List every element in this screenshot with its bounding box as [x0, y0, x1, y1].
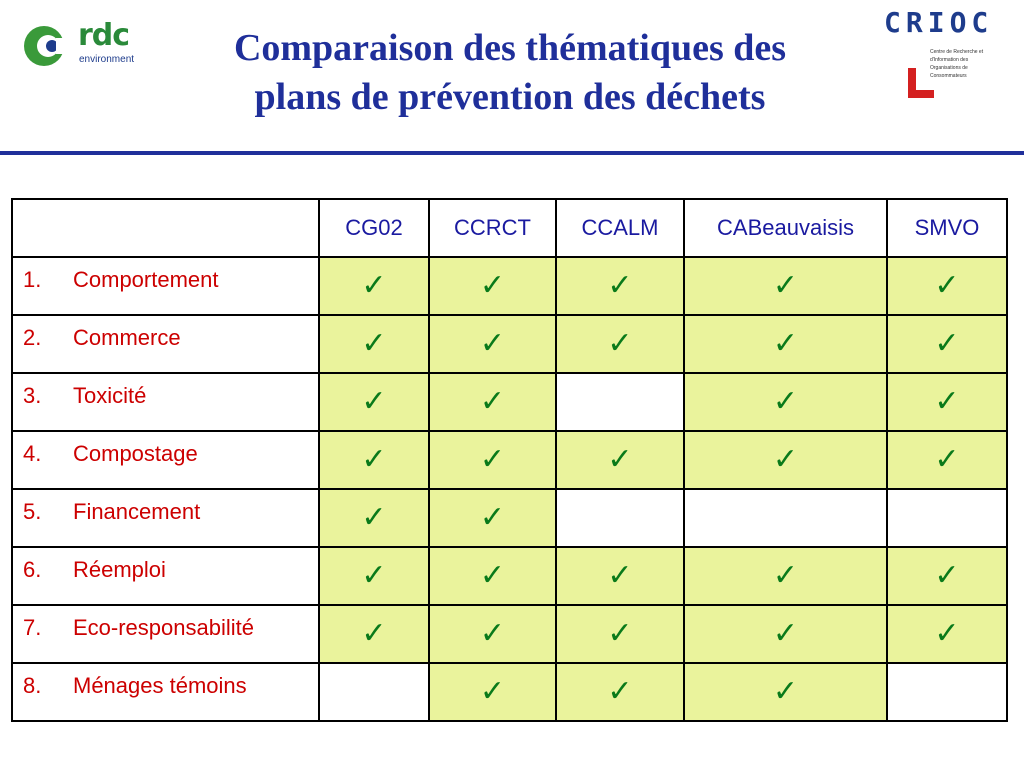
row-number: 3.: [23, 383, 42, 408]
checked-cell: [684, 547, 887, 605]
empty-cell: [319, 663, 429, 721]
checked-cell: [429, 257, 556, 315]
column-header: CCRCT: [429, 199, 556, 257]
row-label: Comportement: [73, 267, 219, 292]
checkmark-icon: ✓: [361, 384, 387, 419]
row-label-cell: [12, 605, 319, 663]
table-row: [12, 489, 1007, 547]
row-label: Compostage: [73, 441, 198, 466]
row-label: Toxicité: [73, 383, 147, 408]
row-number: 6.: [23, 557, 42, 582]
checked-cell: [887, 605, 1007, 663]
slide-title: [150, 24, 870, 122]
checked-cell: [684, 373, 887, 431]
row-label-cell: [12, 431, 319, 489]
row-label-cell: [12, 315, 319, 373]
row-number: 4.: [23, 441, 42, 466]
column-header: CABeauvaisis: [684, 199, 887, 257]
empty-cell: [887, 663, 1007, 721]
header-corner-cell: [12, 199, 319, 257]
row-number: 2.: [23, 325, 42, 350]
checked-cell: [556, 547, 684, 605]
table-row: [12, 547, 1007, 605]
checked-cell: [684, 605, 887, 663]
checked-cell: [684, 663, 887, 721]
checkmark-icon: ✓: [772, 268, 799, 303]
empty-cell: [684, 489, 887, 547]
column-header: CCALM: [556, 199, 684, 257]
checkmark-icon: ✓: [934, 384, 960, 419]
checkmark-icon: ✓: [607, 616, 633, 651]
checked-cell: [556, 605, 684, 663]
table-row: [12, 257, 1007, 315]
checkmark-icon: ✓: [607, 442, 633, 477]
row-label: Réemploi: [73, 557, 166, 582]
title-line-2: plans de prévention des déchets: [254, 76, 766, 118]
checked-cell: [887, 373, 1007, 431]
checkmark-icon: ✓: [479, 442, 506, 477]
row-number: 7.: [23, 615, 42, 640]
checkmark-icon: ✓: [607, 268, 633, 303]
table-body: [12, 257, 1007, 721]
checkmark-icon: ✓: [934, 442, 960, 477]
empty-cell: [887, 489, 1007, 547]
checkmark-icon: ✓: [361, 500, 387, 535]
checked-cell: [684, 257, 887, 315]
checked-cell: [887, 315, 1007, 373]
checkmark-icon: ✓: [361, 558, 387, 593]
checked-cell: [684, 315, 887, 373]
checked-cell: [319, 605, 429, 663]
checkmark-icon: ✓: [772, 616, 799, 651]
checkmark-icon: ✓: [361, 442, 387, 477]
rdc-swirl-icon: [22, 22, 70, 70]
checked-cell: [684, 431, 887, 489]
checked-cell: [887, 257, 1007, 315]
checkmark-icon: ✓: [772, 384, 799, 419]
column-header: SMVO: [887, 199, 1007, 257]
checked-cell: [556, 315, 684, 373]
checkmark-icon: ✓: [361, 616, 387, 651]
crioc-logo-subtitle: Centre de Recherche et d'Information des Organisations de Consommateurs: [930, 49, 984, 79]
checkmark-icon: ✓: [607, 674, 633, 709]
row-number: 1.: [23, 267, 42, 292]
checkmark-icon: ✓: [772, 558, 799, 593]
checked-cell: [556, 663, 684, 721]
row-number: 5.: [23, 499, 42, 524]
row-label: Eco-responsabilité: [73, 615, 254, 640]
checked-cell: [429, 547, 556, 605]
table-header-row: [12, 199, 1007, 257]
checked-cell: [887, 547, 1007, 605]
checked-cell: [429, 489, 556, 547]
checkmark-icon: ✓: [479, 326, 506, 361]
table-row: [12, 373, 1007, 431]
checkmark-icon: ✓: [361, 268, 387, 303]
empty-cell: [556, 489, 684, 547]
checked-cell: [319, 373, 429, 431]
checkmark-icon: ✓: [479, 384, 506, 419]
crioc-logo: [884, 6, 1004, 102]
row-label: Ménages témoins: [73, 673, 247, 698]
title-line-1: Comparaison des thématiques des: [233, 27, 787, 69]
checkmark-icon: ✓: [607, 326, 633, 361]
checkmark-icon: ✓: [934, 558, 960, 593]
checked-cell: [887, 431, 1007, 489]
checked-cell: [429, 605, 556, 663]
column-header: CG02: [319, 199, 429, 257]
checked-cell: [319, 489, 429, 547]
row-label-cell: [12, 257, 319, 315]
checked-cell: [556, 257, 684, 315]
checkmark-icon: ✓: [479, 268, 506, 303]
title-divider: [0, 151, 1024, 155]
checked-cell: [429, 315, 556, 373]
comparison-table: [11, 198, 1008, 722]
checked-cell: [319, 257, 429, 315]
checkmark-icon: ✓: [934, 268, 960, 303]
checkmark-icon: ✓: [479, 500, 506, 535]
row-number: 8.: [23, 673, 42, 698]
row-label-cell: [12, 547, 319, 605]
row-label-cell: [12, 373, 319, 431]
checked-cell: [319, 315, 429, 373]
rdc-logo-subtitle: environment: [79, 54, 135, 65]
rdc-logo-text: rdc: [78, 18, 130, 53]
checkmark-icon: ✓: [772, 326, 799, 361]
checkmark-icon: ✓: [934, 616, 960, 651]
checkmark-icon: ✓: [772, 442, 799, 477]
table-row: [12, 605, 1007, 663]
table-row: [12, 431, 1007, 489]
checked-cell: [556, 431, 684, 489]
checkmark-icon: ✓: [772, 674, 799, 709]
checkmark-icon: ✓: [361, 326, 387, 361]
checked-cell: [429, 373, 556, 431]
checked-cell: [319, 547, 429, 605]
row-label-cell: [12, 663, 319, 721]
checkmark-icon: ✓: [607, 558, 633, 593]
checkmark-icon: ✓: [934, 326, 960, 361]
checked-cell: [319, 431, 429, 489]
crioc-logo-text: CRIOC: [884, 6, 994, 39]
row-label: Commerce: [73, 325, 181, 350]
checkmark-icon: ✓: [479, 674, 506, 709]
checked-cell: [429, 431, 556, 489]
row-label: Financement: [73, 499, 201, 524]
rdc-environment-logo: [22, 18, 152, 70]
row-label-cell: [12, 489, 319, 547]
table-row: [12, 663, 1007, 721]
checkmark-icon: ✓: [479, 558, 506, 593]
checkmark-icon: ✓: [479, 616, 506, 651]
empty-cell: [556, 373, 684, 431]
checked-cell: [429, 663, 556, 721]
table-row: [12, 315, 1007, 373]
